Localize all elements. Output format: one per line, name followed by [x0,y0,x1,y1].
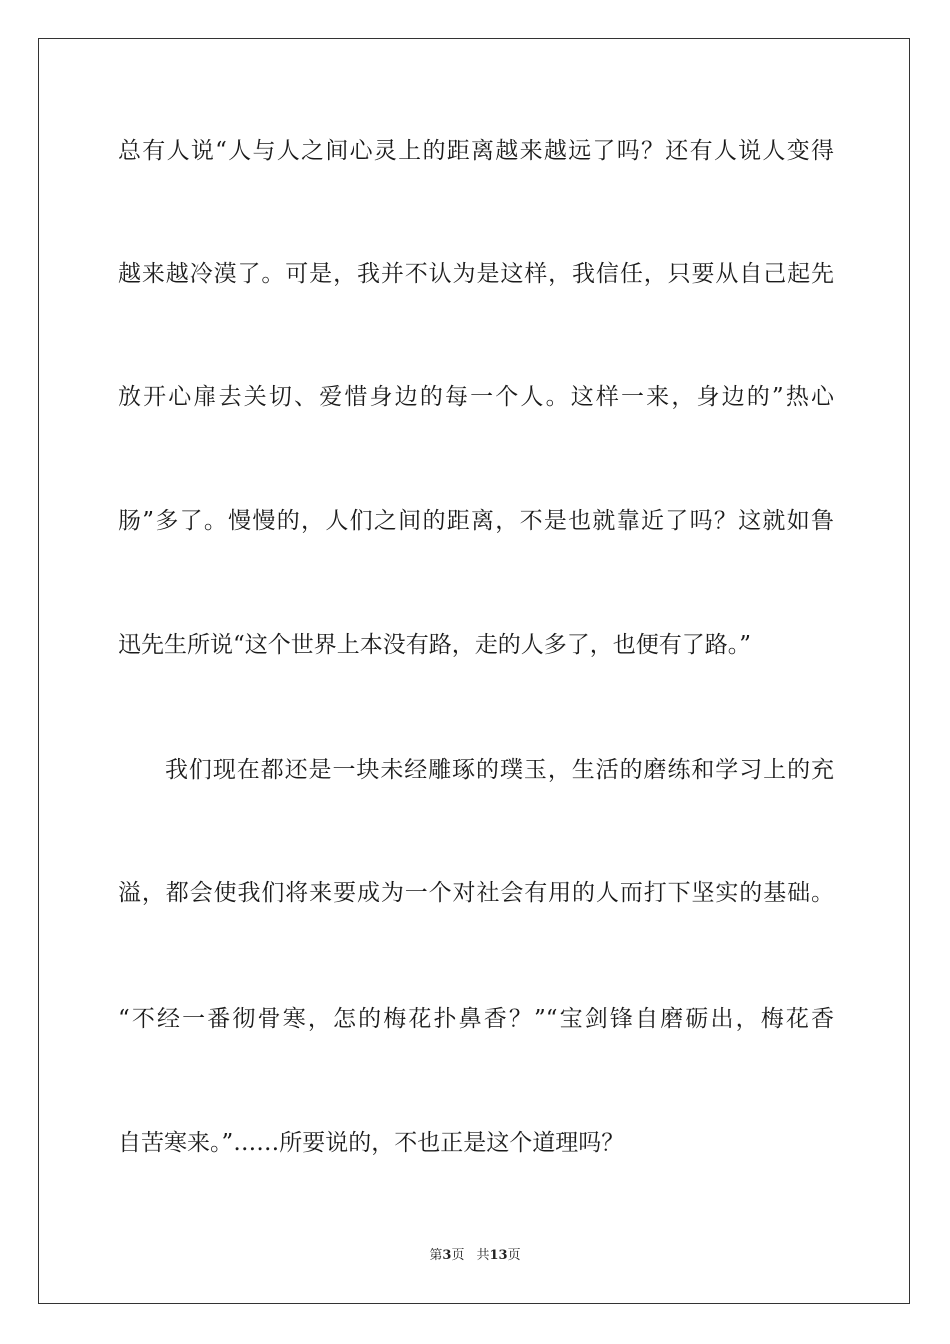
total-pages: 13 [489,1248,508,1263]
paragraph-1-line-3: 放开心扉去关切、爱惜身边的每一个人。这样一来，身边的”热心 [118,384,834,410]
page-footer [0,1247,950,1265]
paragraph-2-line-1: 我们现在都还是一块未经雕琢的璞玉，生活的磨练和学习上的充 [165,757,834,783]
paragraph-2-line-3: “不经一番彻骨寒，怎的梅花扑鼻香？”“宝剑锋自磨砺出，梅花香 [118,1006,834,1032]
page-number: 3 [442,1248,452,1263]
paragraph-1-line-4: 肠”多了。慢慢的，人们之间的距离，不是也就靠近了吗？这就如鲁 [118,508,834,534]
paragraph-2-line-4: 自苦寒来。”……所要说的，不也正是这个道理吗？ [118,1130,625,1156]
page-prefix: 第 [429,1248,443,1263]
paragraph-1-line-2: 越来越冷漠了。可是，我并不认为是这样，我信任，只要从自己起先 [118,261,834,287]
total-prefix: 共 [476,1248,490,1263]
total-suffix: 页 [507,1248,521,1263]
page-suffix: 页 [451,1248,465,1263]
paragraph-1-line-5: 迅先生所说“这个世界上本没有路，走的人多了，也便有了路。” [118,632,752,658]
paragraph-2-line-2: 溢，都会使我们将来要成为一个对社会有用的人而打下坚实的基础。 [118,880,834,906]
page-border [38,38,910,1304]
paragraph-1-line-1: 总有人说“人与人之间心灵上的距离越来越远了吗？还有人说人变得 [118,138,834,164]
